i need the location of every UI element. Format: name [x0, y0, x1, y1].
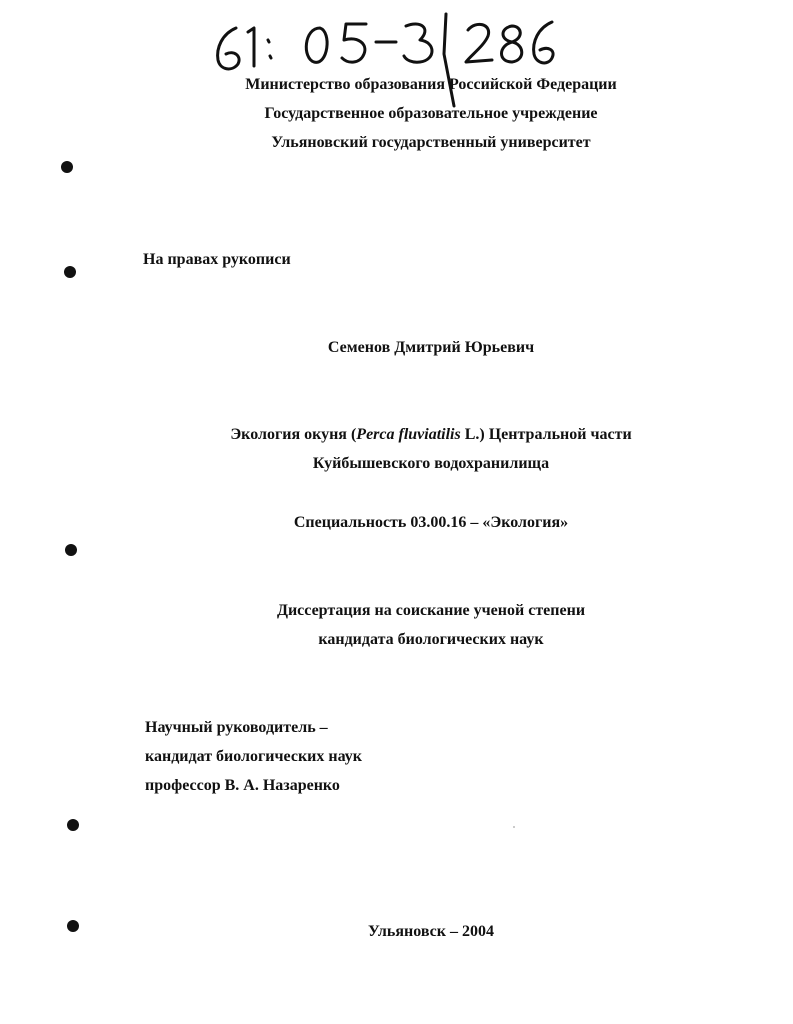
supervisor-line-1: Научный руководитель – — [145, 719, 328, 736]
manuscript-note: На правах рукописи — [143, 251, 291, 268]
supervisor-line-2: кандидат биологических наук — [145, 748, 362, 765]
species-name: Perca fluviatilis — [356, 426, 461, 443]
university-line: Ульяновский государственный университет — [271, 134, 591, 151]
punch-hole — [61, 161, 73, 173]
punch-hole — [67, 819, 79, 831]
dissertation-title-line-2: Куйбышевского водохранилища — [312, 455, 550, 472]
institution-type-line: Государственное образовательное учреждение — [264, 105, 598, 122]
scan-speck — [513, 826, 515, 828]
city-year: Ульяновск – 2004 — [367, 923, 494, 940]
dissertation-title-line-1 — [0, 425, 793, 445]
ministry-line: Министерство образования Российской Федерации — [245, 76, 617, 93]
degree-line-2: кандидата биологических наук — [318, 631, 544, 648]
author-name: Семенов Дмитрий Юрьевич — [327, 339, 535, 356]
specialty-line: Специальность 03.00.16 – «Экология» — [293, 514, 569, 531]
supervisor-line-3: профессор В. А. Назаренко — [145, 777, 340, 794]
title-part-2: L.) Центральной части — [460, 426, 632, 443]
punch-hole — [67, 920, 79, 932]
degree-line-1: Диссертация на соискание ученой степени — [276, 602, 586, 619]
punch-hole — [65, 544, 77, 556]
punch-hole — [64, 266, 76, 278]
title-part-1: Экология окуня ( — [230, 426, 357, 443]
